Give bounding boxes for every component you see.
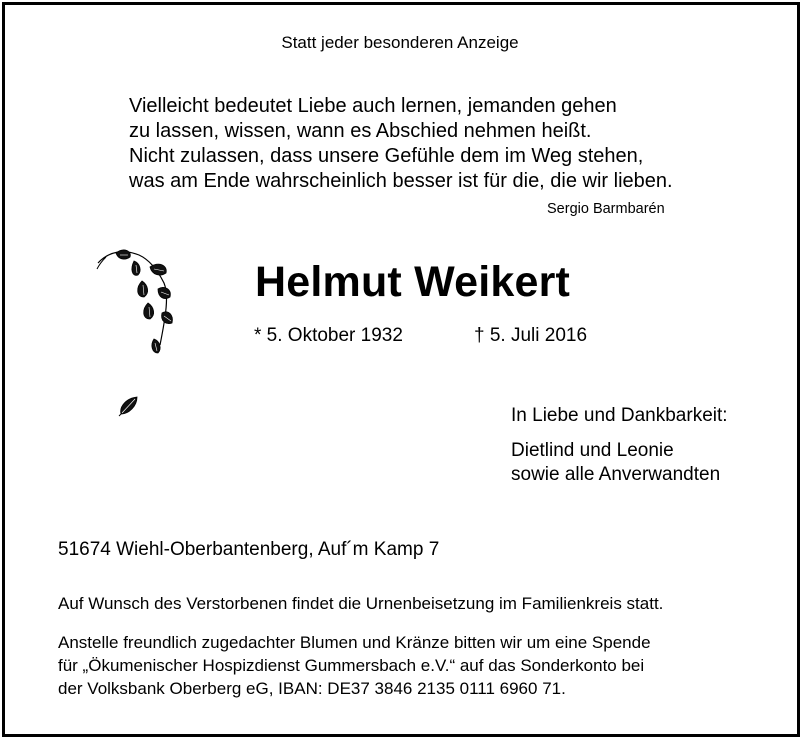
mourners-intro: In Liebe und Dankbarkeit:	[511, 405, 728, 426]
birth-date: * 5. Oktober 1932	[254, 325, 403, 346]
mourners-block	[511, 404, 728, 488]
notice-header: Statt jeder besonderen Anzeige	[281, 33, 519, 52]
donation-line: Anstelle freundlich zugedachter Blumen und Kränze bitten wir um eine Spende	[58, 633, 651, 652]
donation-line: für „Ökumenischer Hospizdienst Gummersbach e.V.“ auf das Sonderkonto bei	[58, 656, 645, 675]
quote-line: Nicht zulassen, dass unsere Gefühle dem im Weg stehen,	[129, 145, 644, 167]
deceased-name: Helmut Weikert	[255, 258, 571, 306]
death-date: † 5. Juli 2016	[474, 325, 588, 346]
donation-line: der Volksbank Oberberg eG, IBAN: DE37 3846 2135 0111 6960 71.	[58, 679, 566, 698]
family-address: 51674 Wiehl-Oberbantenberg, Auf´m Kamp 7	[58, 539, 440, 560]
quote-author: Sergio Barmbarén	[547, 201, 665, 217]
quote-line: was am Ende wahrscheinlich besser ist für die, die wir lieben.	[129, 170, 673, 192]
quote-block	[129, 94, 673, 194]
donation-note	[58, 631, 651, 700]
burial-note: Auf Wunsch des Verstorbenen findet die Urnenbeisetzung im Familienkreis statt.	[58, 594, 664, 613]
mourners-line: Dietlind und Leonie	[511, 439, 674, 461]
quote-line: Vielleicht bedeutet Liebe auch lernen, jemanden gehen	[129, 95, 617, 117]
quote-line: zu lassen, wissen, wann es Abschied nehmen heißt.	[129, 120, 592, 142]
falling-leaf-icon	[117, 394, 141, 418]
mourners-line: sowie alle Anverwandten	[511, 464, 721, 485]
birch-branch-icon	[94, 245, 184, 365]
